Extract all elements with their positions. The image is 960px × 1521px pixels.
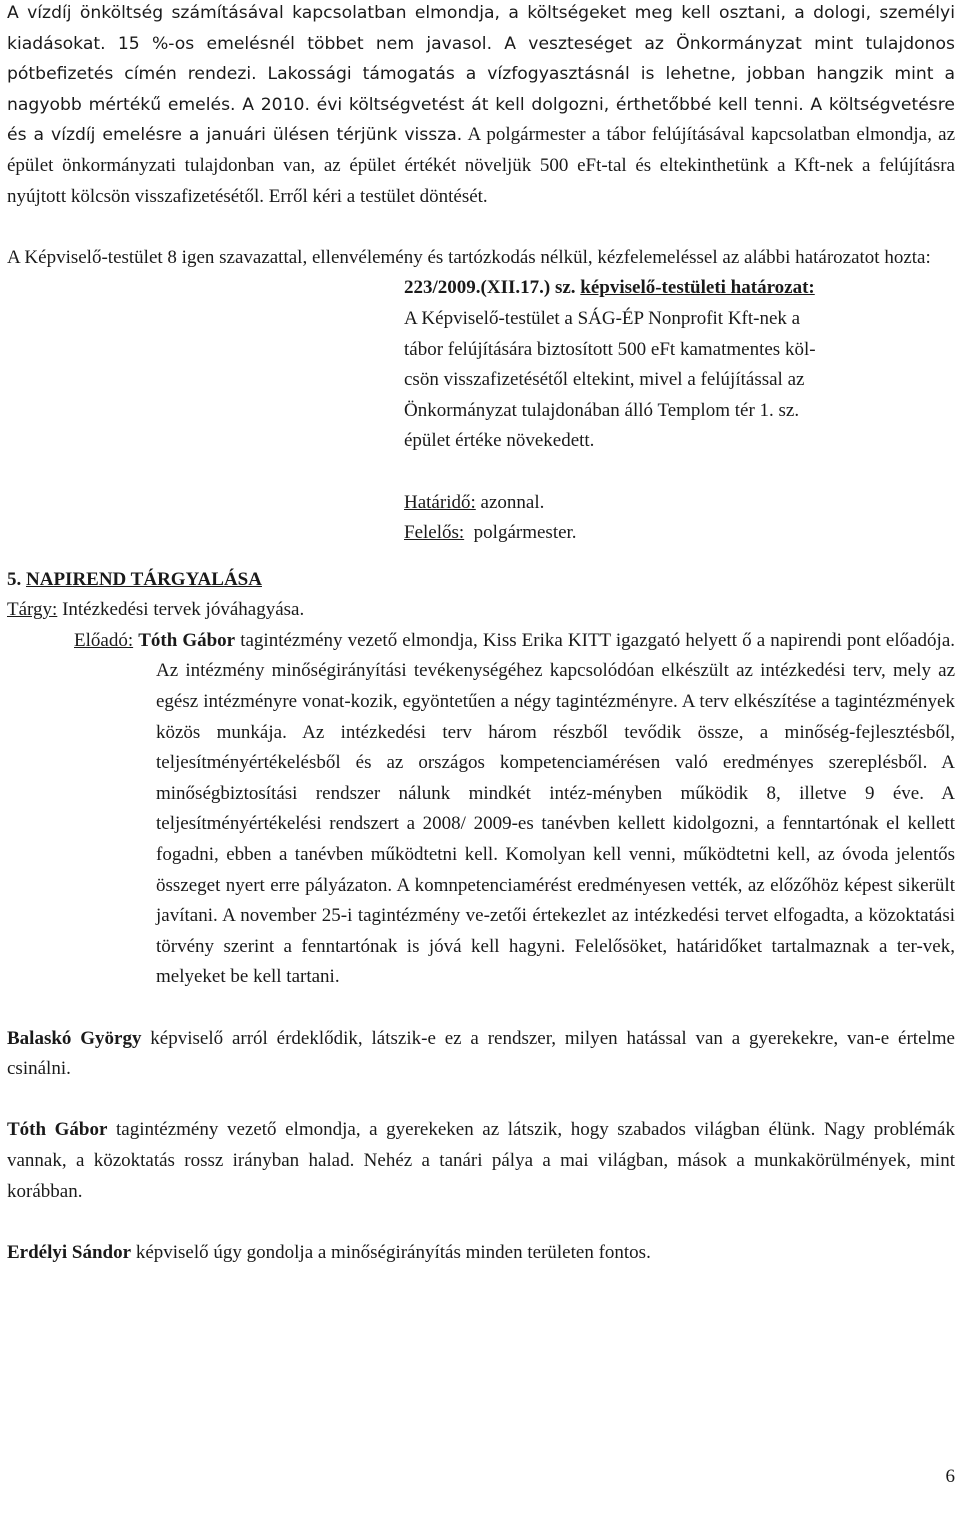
vote-paragraph: A Képviselő-testület 8 igen szavazattal, ellenvélemény és tartózkodás nélkül, kézfelemeléssel az alábbi határozatot hozta: — [7, 246, 931, 268]
responsible-value: polgármester. — [464, 522, 577, 544]
resolution-deadline — [404, 488, 955, 519]
deadline-label: Határidő: — [404, 491, 476, 513]
resolution-heading — [404, 273, 955, 304]
presenter-text: tagintézmény vezető elmondja, Kiss Erika KITT igazgató helyett ő a napirendi pont előadója. Az intézmény minőségirányítási tevékenységéhez kapcsolódóan elkészült az intézkedési terv, mely az egész intézményre vonat-kozik, egyöntetűen a négy tagintézményre. A terv elkészítése a tagintézmények közös munkája. Az intézkedési terv három részből tevődik össze, a minőség-fejlesztésből, teljesítményértékelésből és az országos kompetenciamérésen való eredményes szereplésből. A minőségbiztosítási rendszer nálunk mindkét intéz-ményben működik 8, illetve 9 éve. A teljesítményértékelési rendszert a 2008/ 2009-es tanévben kellett kidolgozni, a fenntartónak el kellett fogadni, ebben a tanévben működtetni kell. Komolyan kell venni, működtetni kell, az óvoda jelentős összeget nyert erre pályázaton. A komnpetenciamérést eredményesen vették, az előzőhöz képest sikerült javítani. A november 25-i tagintézmény ve-zetői értekezlet az intézkedési tervet elfogadta, a közoktatási törvény szerint a fenntartónak is jóvá kell hagyni. Felelősöket, határidőket tartalmaznak a ter-vek, melyeket be kell tartani. — [156, 629, 955, 988]
resolution-responsible — [404, 518, 955, 549]
statement-text: tagintézmény vezető elmondja, a gyerekeken az látszik, hogy szabados világban élünk. Nagy problémák vannak, a közoktatás rossz irányban halad. Nehéz a tanári pálya a mai világban, mások a munkakörülmények, mint korábban. — [7, 1119, 955, 1202]
resolution-number: 223/2009.(XII.17.) sz. — [404, 277, 576, 299]
presenter-label: Előadó: — [74, 629, 134, 651]
resolution-title: képviselő-testületi határozat: — [580, 277, 815, 299]
document-page — [7, 0, 955, 1268]
subject-label: Tárgy: — [7, 599, 58, 621]
statement-paragraph — [7, 1238, 955, 1269]
agenda-subject — [7, 595, 955, 626]
presenter-name: Tóth Gábor — [138, 629, 236, 651]
agenda-number: 5. — [7, 568, 26, 590]
resolution-block — [404, 273, 955, 548]
resolution-line: csön visszafizetésétől eltekint, mivel a felújítással az — [404, 369, 805, 391]
intro-text-sans: A vízdíj önköltség számításával kapcsolatban elmondja, a költségeket meg kell osztani, a dologi, személyi kiadásokat. 15 %-os emelésnél többet nem javasol. A veszteséget az Önkormányzat mint tulajdonos pótbefizetés címén rendezi. Lakossági támogatás a vízfogyasztásnál is lehetne, jobban hangzik mint a nagyobb mértékű emelés. A 2010. évi költségvetést át kell dolgozni, érthetőbbé kell tenni. A költségvetésre és a vízdíj emelésre a januári ülésen térjünk vissza. — [7, 3, 955, 146]
resolution-line: tábor felújítására biztosított 500 eFt kamatmentes köl- — [404, 338, 816, 360]
deadline-value: azonnal. — [475, 491, 545, 513]
statement-paragraph — [7, 1024, 955, 1085]
responsible-label: Felelős: — [404, 522, 465, 544]
agenda-heading — [7, 565, 955, 596]
statement-text: képviselő úgy gondolja a minőségirányítás minden területen fontos. — [131, 1241, 651, 1263]
presenter-paragraph — [7, 626, 955, 993]
speaker-name: Balaskó György — [7, 1027, 142, 1049]
page-number: 6 — [945, 1466, 955, 1487]
resolution-line: épület értéke növekedett. — [404, 430, 595, 452]
agenda-title: NAPIREND TÁRGYALÁSA — [26, 568, 262, 590]
intro-paragraph — [7, 0, 955, 212]
speaker-name: Tóth Gábor — [7, 1119, 108, 1141]
intro-text-serif: A polgármester a tábor felújításával kapcsolatban elmondja, az épület önkormányzati tulajdonban van, az épület értékét növeljük 500 eFt-tal és eltekinthetünk a Kft-nek a felújításra nyújtott kölcsön visszafizetésétől. Erről kéri a testület döntését. — [7, 124, 955, 207]
statement-paragraph — [7, 1115, 955, 1207]
speaker-name: Erdélyi Sándor — [7, 1241, 132, 1263]
subject-value: Intézkedési tervek jóváhagyása. — [57, 599, 305, 621]
resolution-line: Önkormányzat tulajdonában álló Templom tér 1. sz. — [404, 399, 800, 421]
resolution-line: A Képviselő-testület a SÁG-ÉP Nonprofit Kft-nek a — [404, 307, 801, 329]
statement-text: képviselő arról érdeklődik, látszik-e ez a rendszer, milyen hatással van a gyerekekre, van-e értelme csinálni. — [7, 1027, 955, 1080]
